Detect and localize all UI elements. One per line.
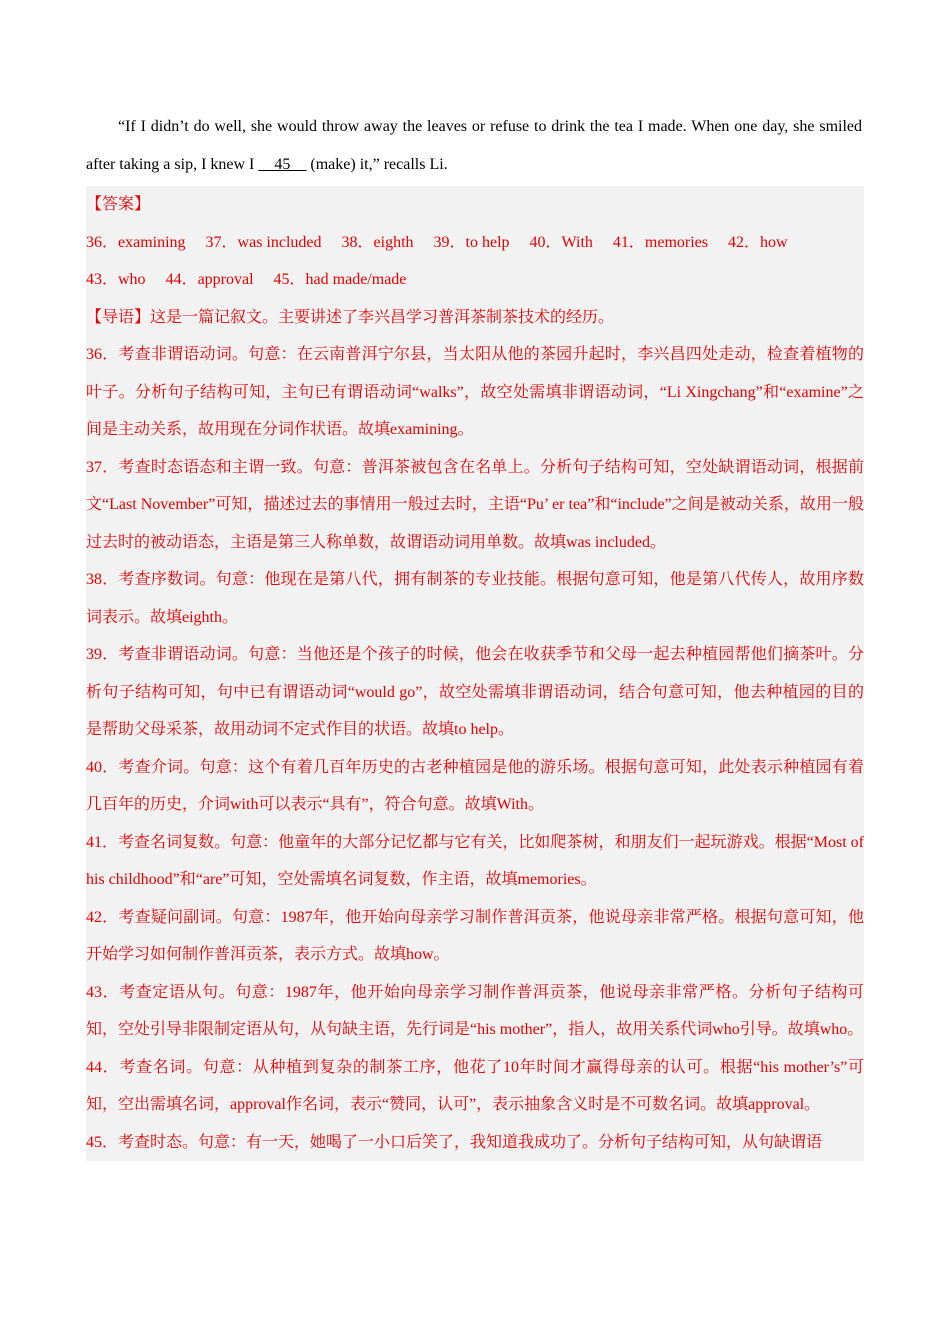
explanation-36: 36．考查非谓语动词。句意：在云南普洱宁尔县，当太阳从他的茶园升起时，李兴昌四处走动，检查着植物的叶子。分析句子结构可知，主句已有谓语动词“walks”，故空处需填非谓语动词，“Li Xingchang”和“examine”之间是主动关系，故用现在分词作状语。故填examining。	[86, 346, 864, 438]
explanation-44: 44．考查名词。句意：从种植到复杂的制茶工序，他花了10年时间才赢得母亲的认可。根据“his mother’s”可知，空出需填名词，approval作名词，表示“赞同，认可”，表示抽象含义时是不可数名词。故填approval。	[86, 1058, 864, 1113]
answer-36: 36．examining	[86, 233, 186, 251]
answer-44: 44．approval	[165, 271, 254, 288]
passage-text-after: (make) it,” recalls Li.	[306, 156, 448, 173]
explanation-38: 38．考查序数词。句意：他现在是第八代，拥有制茶的专业技能。根据句意可知，他是第八代传人，故用序数词表示。故填eighth。	[86, 571, 864, 626]
answer-heading: 【答案】	[86, 196, 151, 213]
explanation-41: 41．考查名词复数。句意：他童年的大部分记忆都与它有关，比如爬茶树，和朋友们一起玩游戏。根据“Most of his childhood”和“are”可知，空处需填名词复数，作主语，故填memories。	[86, 833, 864, 888]
blank-45: __45__	[258, 156, 307, 173]
answer-43: 43．who	[86, 271, 146, 288]
passage-paragraph	[86, 108, 862, 184]
guide-text: 【导语】这是一篇记叙文。主要讲述了李兴昌学习普洱茶制茶技术的经历。	[86, 308, 615, 326]
answer-42: 42．how	[728, 233, 788, 251]
explanation-43: 43．考查定语从句。句意：1987年，他开始向母亲学习制作普洱贡茶，他说母亲非常严格。分析句子结构可知，空处引导非限制定语从句，从句缺主语，先行词是“his mother”，指人，故用关系代词who引导。故填who。	[86, 983, 864, 1038]
answer-39: 39．to help	[433, 233, 510, 251]
answer-section	[86, 186, 864, 1161]
explanation-42: 42．考查疑问副词。句意：1987年，他开始向母亲学习制作普洱贡茶，他说母亲非常严格。根据句意可知，他开始学习如何制作普洱贡茶，表示方式。故填how。	[86, 908, 864, 963]
answer-40: 40．With	[529, 233, 593, 251]
passage-text-before: “If I didn’t do well, she would throw away the leaves or refuse to drink the tea I made. When one day, she smiled after taking a sip, I knew I	[86, 118, 862, 173]
explanation-40: 40．考查介词。句意：这个有着几百年历史的古老种植园是他的游乐场。根据句意可知，此处表示种植园有着几百年的历史，介词with可以表示“具有”，符合句意。故填With。	[86, 758, 864, 813]
answers-line-2	[86, 261, 864, 299]
answer-38: 38．eighth	[341, 233, 414, 251]
answers-line-1	[86, 224, 864, 262]
answer-37: 37．was included	[205, 233, 322, 251]
explanation-39: 39．考查非谓语动词。句意：当他还是个孩子的时候，他会在收获季节和父母一起去种植园帮他们摘茶叶。分析句子结构可知，句中已有谓语动词“would go”，故空处需填非谓语动词，结合句意可知，他去种植园的目的是帮助父母采茶，故用动词不定式作目的状语。故填to help。	[86, 646, 864, 738]
answer-41: 41．memories	[612, 233, 708, 251]
explanation-37: 37．考查时态语态和主谓一致。句意：普洱茶被包含在名单上。分析句子结构可知，空处缺谓语动词，根据前文“Last November”可知，描述过去的事情用一般过去时，主语“Pu’ er tea”和“include”之间是被动关系，故用一般过去时的被动语态，主语是第三人称单数，故谓语动词用单数。故填was included。	[86, 458, 864, 551]
answer-45: 45．had made/made	[273, 271, 407, 288]
explanation-45: 45．考查时态。句意：有一天，她喝了一小口后笑了，我知道我成功了。分析句子结构可知，从句缺谓语	[86, 1133, 823, 1151]
